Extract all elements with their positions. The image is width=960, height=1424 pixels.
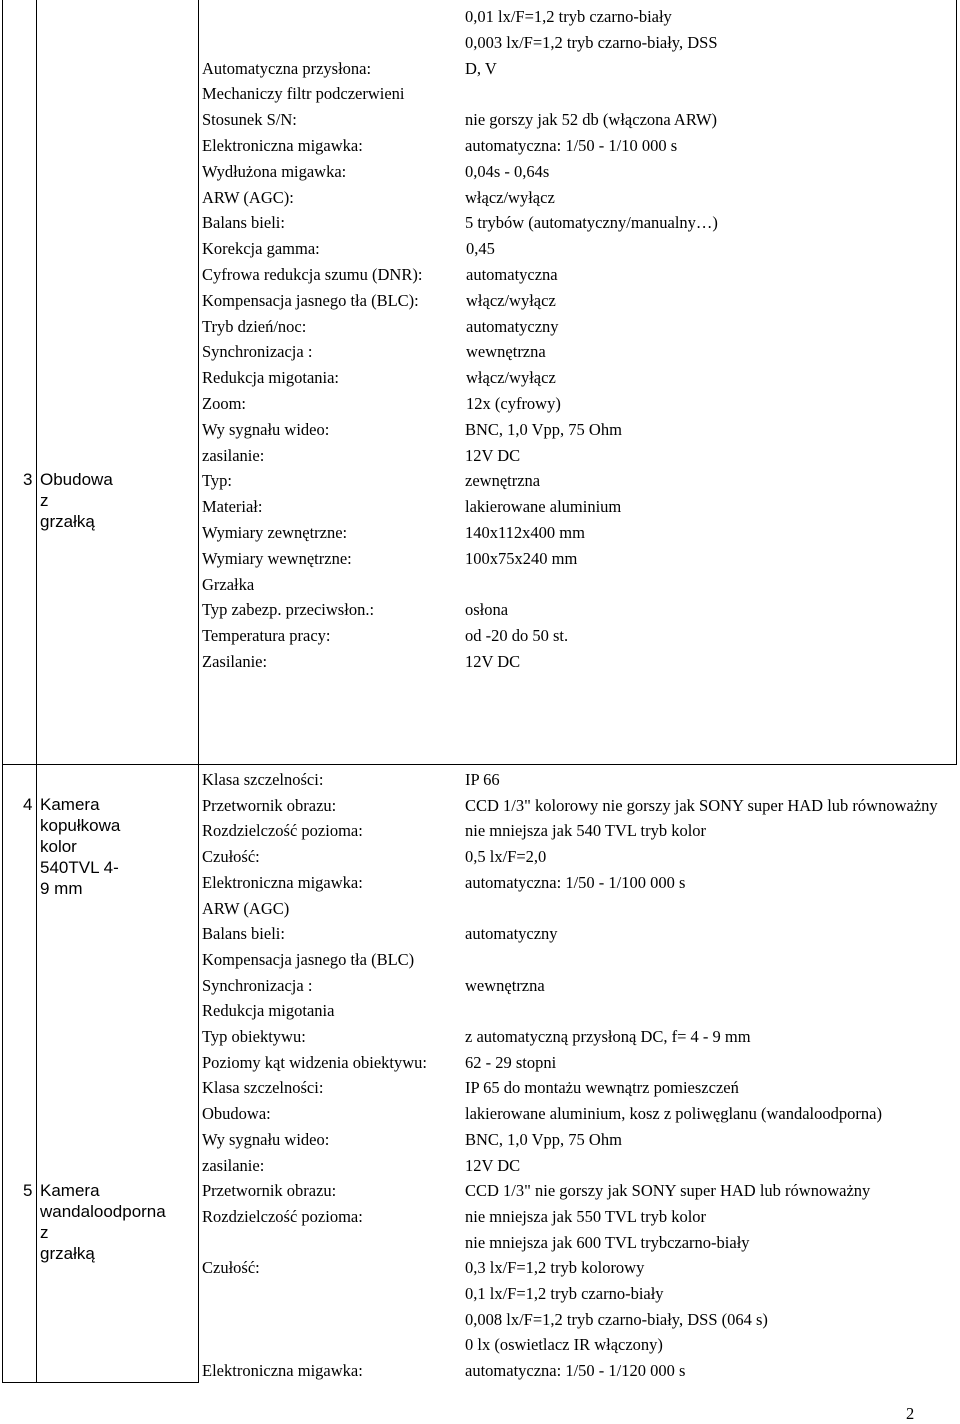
spec-label: Poziomy kąt widzenia obiektywu: [202,1052,427,1072]
spec-label: Kompensacja jasnego tła (BLC) [202,949,415,969]
spec-label: Typ obiektywu: [202,1027,306,1046]
spec-label: Wy sygnału wideo: [202,419,330,439]
spec-label: Grzałka [202,574,255,594]
spec-value: 0,008 lx/F=1,2 tryb czarno-biały, DSS (064 s) [465,1309,768,1329]
spec-row [0,443,960,469]
spec-row [0,107,960,133]
spec-row [0,1281,960,1307]
spec-label: Zasilanie: [202,652,268,671]
spec-label: zasilanie: [202,445,265,465]
spec-value: wewnętrzna [466,342,546,362]
spec-value: automatyczny [466,316,559,336]
spec-label: Elektroniczna migawka: [202,872,363,892]
spec-value: 0 lx (oswietlacz IR włączony) [465,1335,663,1355]
spec-label: Stosunek S/N: [202,110,297,130]
spec-label: Synchronizacja : [202,342,313,362]
spec-value: IP 65 do montażu wewnątrz pomieszczeń [465,1078,739,1098]
spec-label: Typ zabezp. przeciwsłon.: [202,600,375,620]
spec-label: Temperatura pracy: [202,626,331,646]
spec-value: wewnętrzna [465,975,545,995]
spec-row [0,494,960,520]
spec-value: D, V [465,58,497,78]
spec-row [0,56,960,82]
spec-label: Elektroniczna migawka: [202,136,363,155]
spec-row [0,546,960,572]
spec-value: 12V DC [465,1155,521,1175]
spec-value: 0,5 lx/F=2,0 [465,847,547,867]
spec-label: Przetwornik obrazu: [202,1181,337,1201]
spec-value: automatyczna: 1/50 - 1/100 000 s [465,872,686,892]
spec-value: 0,003 lx/F=1,2 tryb czarno-biały, DSS [465,32,718,52]
spec-row [0,793,960,819]
spec-row [0,210,960,236]
spec-value: lakierowane aluminium [465,497,622,517]
spec-label: Obudowa: [202,1104,271,1124]
spec-row [0,391,960,417]
item-name: Kamera kopułkowa kolor 540TVL 4-9 mm [40,795,121,898]
spec-row [0,81,960,107]
spec-value: lakierowane aluminium, kosz z poliwęglanu (wandaloodporna) [465,1104,882,1124]
spec-row [0,417,960,443]
spec-row [0,1101,960,1127]
spec-value: CCD 1/3" nie gorszy jak SONY super HAD lub równoważny [465,1181,871,1201]
spec-value: 140x112x400 mm [465,523,585,542]
spec-row [0,262,960,288]
spec-row [0,1307,960,1333]
spec-value: BNC, 1,0 Vpp, 75 Ohm [465,1129,622,1149]
spec-row [0,468,960,494]
spec-label: Balans bieli: [202,213,285,233]
spec-label: Przetwornik obrazu: [202,795,337,815]
spec-label: Zoom: [202,394,246,413]
spec-row [0,973,960,999]
spec-row [0,288,960,314]
spec-label: Wydłużona migawka: [202,161,347,181]
spec-row [0,896,960,922]
spec-label: Rozdzielczość pozioma: [202,821,363,841]
spec-label: Korekcja gamma: [202,239,320,259]
spec-value: 0,1 lx/F=1,2 tryb czarno-biały [465,1284,664,1303]
spec-label: Kompensacja jasnego tła (BLC): [202,290,419,310]
spec-row [0,947,960,973]
spec-row [0,339,960,365]
spec-row [0,767,960,793]
spec-label: Mechaniczy filtr podczerwieni [202,84,405,104]
spec-label: Synchronizacja : [202,975,313,995]
spec-label: Czułość: [202,847,260,867]
spec-row [0,1153,960,1179]
item-number: 5 [23,1181,33,1200]
spec-row [0,1024,960,1050]
spec-value: CCD 1/3" kolorowy nie gorszy jak SONY super HAD lub równoważny [465,795,938,815]
spec-label: Redukcja migotania [202,1001,335,1021]
spec-value: zewnętrzna [465,471,541,491]
spec-label: Rozdzielczość pozioma: [202,1206,363,1226]
spec-value: automatyczna: 1/50 - 1/120 000 s [465,1361,686,1381]
spec-label: Wymiary wewnętrzne: [202,548,352,568]
spec-label: Czułość: [202,1258,260,1278]
spec-row [0,844,960,870]
page-number: 2 [906,1404,915,1423]
spec-row [0,870,960,896]
spec-label: Redukcja migotania: [202,368,340,388]
spec-label: Wymiary zewnętrzne: [202,523,348,542]
spec-value: włącz/wyłącz [466,368,556,388]
item-name: Obudowa z grzałką [40,470,113,531]
spec-label: ARW (AGC): [202,187,294,207]
spec-label: Cyfrowa redukcja szumu (DNR): [202,265,423,284]
spec-row [0,236,960,262]
spec-value: od -20 do 50 st. [465,626,569,646]
spec-row [0,185,960,211]
spec-value: 0,01 lx/F=1,2 tryb czarno-biały [465,7,672,26]
spec-row [0,1332,960,1358]
spec-label: ARW (AGC) [202,898,290,918]
spec-row [0,520,960,546]
spec-row [0,1050,960,1076]
spec-label: Wy sygnału wideo: [202,1129,330,1149]
spec-label: Automatyczna przysłona: [202,58,372,78]
spec-value: 5 trybów (automatyczny/manualny…) [465,213,718,233]
spec-value: 0,3 lx/F=1,2 tryb kolorowy [465,1258,645,1278]
spec-row [0,921,960,947]
spec-value: IP 66 [465,770,500,789]
spec-value: nie mniejsza jak 600 TVL trybczarno-biały [465,1232,750,1252]
spec-row [0,365,960,391]
spec-label: Balans bieli: [202,924,285,944]
table-row-separator [2,764,957,765]
spec-row [0,1358,960,1384]
spec-value: 12x (cyfrowy) [466,394,561,413]
spec-label: zasilanie: [202,1155,265,1175]
spec-row [0,133,960,159]
spec-label: Materiał: [202,497,263,517]
spec-value: 12V DC [465,652,521,671]
spec-value: 0,04s - 0,64s [465,161,550,181]
spec-value: nie gorszy jak 52 db (włączona ARW) [465,110,718,130]
spec-row [0,597,960,623]
spec-row [0,818,960,844]
spec-row [0,572,960,598]
spec-row [0,4,960,30]
spec-label: Typ: [202,471,233,491]
spec-row [0,30,960,56]
spec-value: nie mniejsza jak 540 TVL tryb kolor [465,821,707,841]
spec-value: BNC, 1,0 Vpp, 75 Ohm [465,419,622,439]
spec-label: Elektroniczna migawka: [202,1361,363,1381]
spec-row [0,649,960,675]
spec-value: automatyczny [465,924,558,944]
spec-label: Klasa szczelności: [202,1078,324,1098]
spec-value: 100x75x240 mm [465,548,578,568]
spec-row [0,998,960,1024]
spec-row [0,1075,960,1101]
spec-value: osłona [465,600,509,620]
item-number: 4 [23,795,33,814]
item-name: Kamera wandaloodporna z grzałką [40,1181,166,1263]
spec-value: 62 - 29 stopni [465,1052,557,1072]
spec-value: 12V DC [465,445,521,465]
item-number: 3 [23,470,33,489]
spec-value: nie mniejsza jak 550 TVL tryb kolor [465,1206,707,1226]
spec-value: automatyczna: 1/50 - 1/10 000 s [465,136,678,155]
spec-value: 0,45 [466,239,495,259]
spec-value: automatyczna [466,265,558,284]
spec-row [0,159,960,185]
spec-label: Tryb dzień/noc: [202,316,307,336]
spec-row [0,623,960,649]
spec-value: z automatyczną przysłoną DC, f= 4 - 9 mm [465,1027,751,1046]
spec-row [0,1127,960,1153]
spec-value: włącz/wyłącz [465,187,555,207]
spec-value: włącz/wyłącz [466,290,556,310]
spec-row [0,314,960,340]
spec-label: Klasa szczelności: [202,770,324,789]
